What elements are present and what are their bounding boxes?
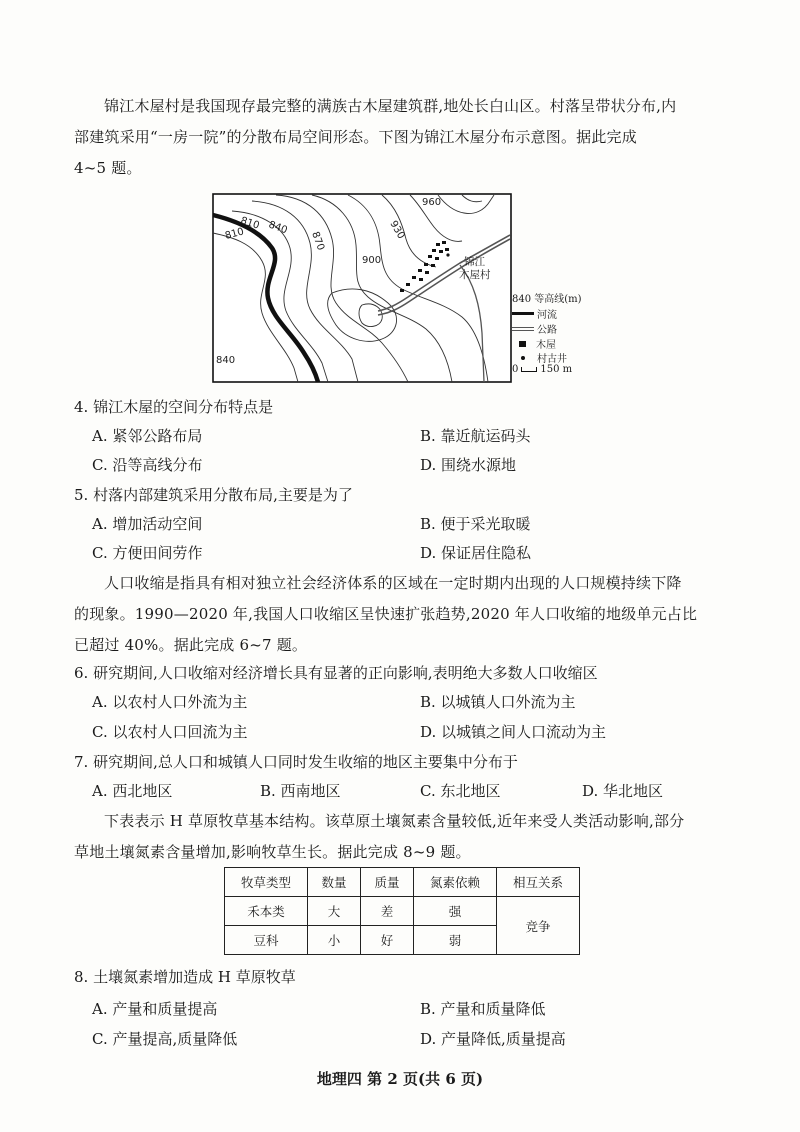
intro-paragraph-2 bbox=[74, 568, 734, 661]
table-header-cell: 数量 bbox=[308, 868, 361, 897]
contour-label-960: 960 bbox=[422, 197, 442, 208]
table-cell: 差 bbox=[361, 897, 414, 926]
contour-label-930: 930 bbox=[387, 219, 407, 242]
intro-paragraph-1 bbox=[74, 91, 734, 184]
q4-option-c[interactable]: C. 沿等高线分布 bbox=[92, 456, 203, 474]
intro-2-line-3: 已超过 40%。据此完成 6~7 题。 bbox=[74, 636, 308, 654]
q8-option-b[interactable]: B. 产量和质量降低 bbox=[420, 1000, 546, 1018]
contour-map-svg bbox=[212, 193, 512, 383]
map-legend bbox=[512, 290, 602, 380]
intro-1-line-3: 4~5 题。 bbox=[74, 159, 142, 177]
table-cell: 小 bbox=[308, 926, 361, 955]
contour-label-840a: 840 bbox=[266, 219, 289, 237]
legend-scale: 0 150 m bbox=[512, 364, 573, 375]
intro-1-line-2: 部建筑采用“一房一院”的分散布局空间形态。下图为锦江木屋分布示意图。据此完成 bbox=[74, 128, 637, 146]
q7-option-d[interactable]: D. 华北地区 bbox=[582, 782, 664, 800]
q4-option-a[interactable]: A. 紧邻公路布局 bbox=[92, 427, 203, 445]
q6-option-a[interactable]: A. 以农村人口外流为主 bbox=[92, 693, 248, 711]
river-legend-icon bbox=[512, 312, 534, 315]
q7-option-a[interactable]: A. 西北地区 bbox=[92, 782, 173, 800]
q7-stem: 7. 研究期间,总人口和城镇人口同时发生收缩的地区主要集中分布于 bbox=[74, 753, 518, 771]
intro-3-line-1: 下表表示 H 草原牧草基本结构。该草原土壤氮素含量较低,近年来受人类活动影响,部分 bbox=[104, 812, 685, 830]
intro-paragraph-3 bbox=[74, 806, 734, 868]
q5-option-d[interactable]: D. 保证居住隐私 bbox=[420, 544, 532, 562]
q6-stem: 6. 研究期间,人口收缩对经济增长具有显著的正向影响,表明绝大多数人口收缩区 bbox=[74, 664, 598, 682]
q5-option-c[interactable]: C. 方便田间劳作 bbox=[92, 544, 203, 562]
q8-option-d[interactable]: D. 产量降低,质量提高 bbox=[420, 1030, 566, 1048]
q6-option-c[interactable]: C. 以农村人口回流为主 bbox=[92, 723, 248, 741]
legend-well: 村古井 bbox=[512, 350, 567, 365]
grass-structure-table bbox=[224, 867, 580, 955]
table-cell: 好 bbox=[361, 926, 414, 955]
table-header-row bbox=[225, 868, 580, 897]
q7-option-c[interactable]: C. 东北地区 bbox=[420, 782, 501, 800]
q4-option-b[interactable]: B. 靠近航运码头 bbox=[420, 427, 531, 445]
table-header-cell: 牧草类型 bbox=[225, 868, 308, 897]
q6-option-b[interactable]: B. 以城镇人口外流为主 bbox=[420, 693, 576, 711]
intro-2-line-2: 的现象。1990—2020 年,我国人口收缩区呈快速扩张趋势,2020 年人口收缩的地级单元占比 bbox=[74, 605, 698, 623]
table-row bbox=[225, 897, 580, 926]
legend-house: 木屋 bbox=[512, 336, 556, 351]
contour-label-810b: 810 bbox=[223, 226, 246, 242]
contour-label-900: 900 bbox=[362, 255, 382, 266]
q4-option-d[interactable]: D. 围绕水源地 bbox=[420, 456, 517, 474]
jinjiang-map bbox=[212, 193, 512, 383]
contour-label-870: 870 bbox=[309, 230, 327, 252]
intro-3-line-2: 草地土壤氮素含量增加,影响牧草生长。据此完成 8~9 题。 bbox=[74, 843, 471, 861]
q6-option-d[interactable]: D. 以城镇之间人口流动为主 bbox=[420, 723, 607, 741]
legend-road: 公路 bbox=[512, 321, 557, 336]
q5-option-a[interactable]: A. 增加活动空间 bbox=[92, 515, 203, 533]
table-cell: 弱 bbox=[414, 926, 497, 955]
table-cell: 豆科 bbox=[225, 926, 308, 955]
q4-stem: 4. 锦江木屋的空间分布特点是 bbox=[74, 398, 274, 416]
q7-option-b[interactable]: B. 西南地区 bbox=[260, 782, 341, 800]
table-cell: 大 bbox=[308, 897, 361, 926]
well-legend-icon bbox=[521, 356, 525, 360]
road-legend-icon bbox=[512, 327, 534, 331]
village-label-1: 锦江 bbox=[464, 256, 485, 268]
q5-option-b[interactable]: B. 便于采光取暖 bbox=[420, 515, 531, 533]
page-footer: 地理四 第 2 页(共 6 页) bbox=[316, 1070, 484, 1088]
table-header-cell: 质量 bbox=[361, 868, 414, 897]
scale-bar-icon bbox=[521, 367, 537, 372]
well-marker bbox=[446, 253, 449, 256]
table-cell: 禾本类 bbox=[225, 897, 308, 926]
village-label-2: 木屋村 bbox=[459, 269, 491, 281]
q8-stem: 8. 土壤氮素增加造成 H 草原牧草 bbox=[74, 968, 296, 986]
intro-2-line-1: 人口收缩是指具有相对独立社会经济体系的区域在一定时期内出现的人口规模持续下降 bbox=[104, 574, 682, 592]
table-cell: 强 bbox=[414, 897, 497, 926]
contour-label-810a: 810 bbox=[239, 215, 261, 232]
q8-option-c[interactable]: C. 产量提高,质量降低 bbox=[92, 1030, 238, 1048]
contour-label-840b: 840 bbox=[216, 355, 236, 366]
table-cell-relation: 竞争 bbox=[497, 897, 580, 955]
house-legend-icon bbox=[519, 341, 526, 347]
legend-contour: 840 等高线(m) bbox=[512, 294, 582, 305]
q5-stem: 5. 村落内部建筑采用分散布局,主要是为了 bbox=[74, 486, 353, 504]
table-header-cell: 氮素依赖 bbox=[414, 868, 497, 897]
q8-option-a[interactable]: A. 产量和质量提高 bbox=[92, 1000, 218, 1018]
intro-1-line-1: 锦江木屋村是我国现存最完整的满族古木屋建筑群,地处长白山区。村落呈带状分布,内 bbox=[104, 97, 677, 115]
table-header-cell: 相互关系 bbox=[497, 868, 580, 897]
legend-river: 河流 bbox=[512, 306, 557, 321]
